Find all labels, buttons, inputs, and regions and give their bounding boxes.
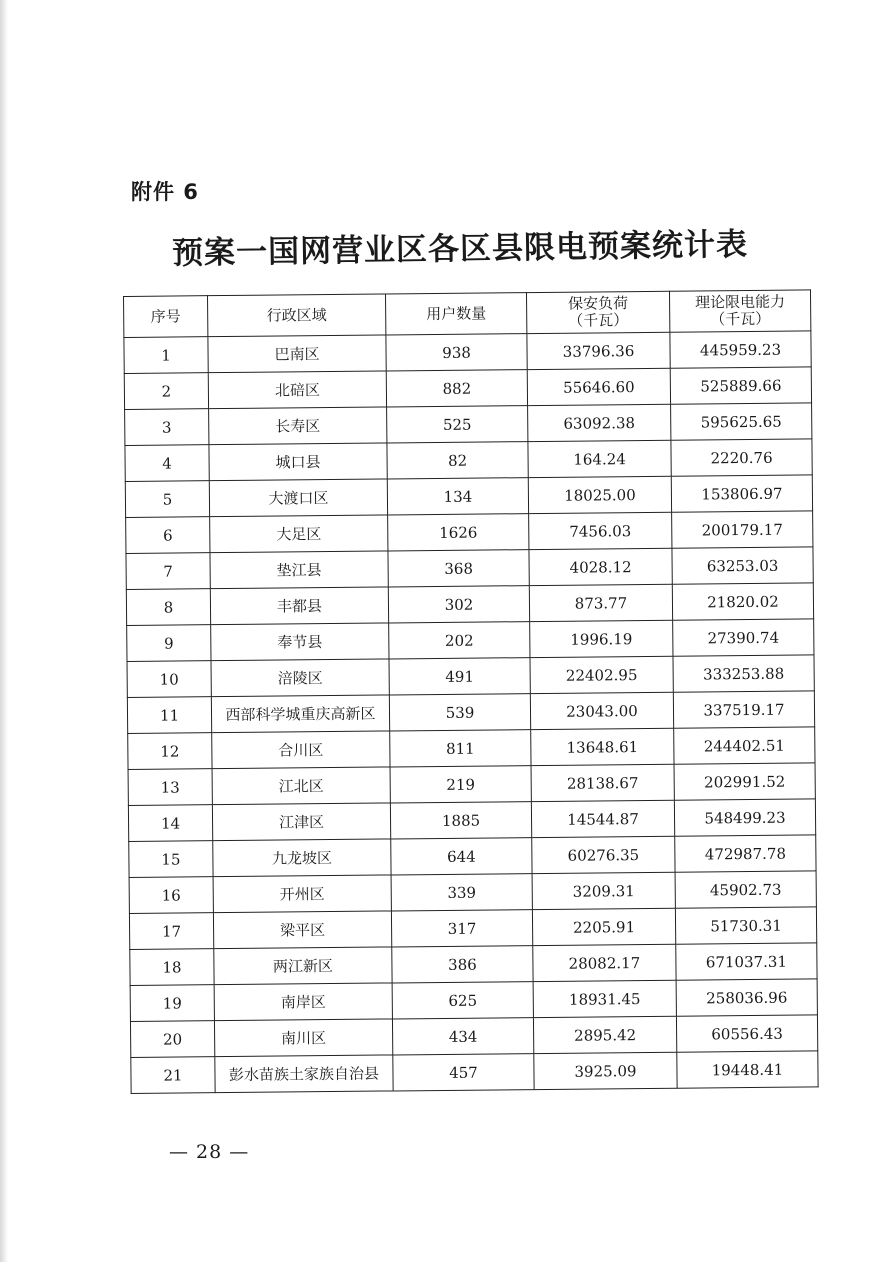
cell-security-load: 1996.19 — [530, 620, 673, 657]
cell-limit-capacity: 51730.31 — [675, 907, 816, 944]
cell-region: 西部科学城重庆高新区 — [211, 695, 389, 733]
cell-limit-capacity: 60556.43 — [676, 1015, 817, 1052]
cell-limit-capacity: 202991.52 — [674, 763, 815, 800]
cell-limit-capacity: 45902.73 — [675, 871, 816, 908]
cell-security-load: 4028.12 — [529, 548, 672, 585]
cell-index: 11 — [127, 697, 211, 734]
cell-index: 15 — [129, 841, 213, 878]
header-limit-capacity: 理论限电能力 （千瓦） — [669, 290, 810, 332]
cell-index: 14 — [128, 805, 212, 842]
cell-index: 9 — [127, 625, 211, 662]
cell-index: 13 — [128, 769, 212, 806]
cell-region: 合川区 — [212, 731, 390, 769]
header-region: 行政区域 — [208, 294, 386, 337]
cell-region: 北碚区 — [208, 371, 386, 409]
cell-user-count: 625 — [392, 982, 533, 1019]
cell-user-count: 644 — [391, 838, 532, 875]
cell-limit-capacity: 200179.17 — [672, 511, 813, 548]
cell-index: 16 — [129, 877, 213, 914]
cell-limit-capacity: 525889.66 — [670, 367, 811, 404]
cell-region: 垫江县 — [210, 551, 388, 589]
cell-user-count: 339 — [391, 874, 532, 911]
cell-region: 开州区 — [213, 875, 391, 913]
cell-user-count: 457 — [393, 1054, 534, 1091]
cell-limit-capacity: 333253.88 — [673, 655, 814, 692]
header-user-count: 用户数量 — [385, 293, 526, 335]
cell-security-load: 18931.45 — [533, 980, 676, 1017]
cell-index: 20 — [130, 1021, 214, 1058]
cell-security-load: 22402.95 — [530, 656, 673, 693]
cell-limit-capacity: 21820.02 — [672, 583, 813, 620]
cell-index: 12 — [128, 733, 212, 770]
cell-region: 长寿区 — [209, 407, 387, 445]
cell-security-load: 28082.17 — [533, 944, 676, 981]
cell-security-load: 18025.00 — [528, 476, 671, 513]
cell-limit-capacity: 244402.51 — [674, 727, 815, 764]
cell-region: 涪陵区 — [211, 659, 389, 697]
cell-security-load: 13648.61 — [531, 728, 674, 765]
cell-index: 21 — [131, 1057, 215, 1094]
cell-index: 6 — [126, 517, 210, 554]
cell-user-count: 317 — [391, 910, 532, 947]
cell-region: 九龙坡区 — [213, 839, 391, 877]
cell-user-count: 882 — [386, 370, 527, 407]
cell-security-load: 164.24 — [528, 440, 671, 477]
cell-index: 19 — [130, 985, 214, 1022]
cell-region: 城口县 — [209, 443, 387, 481]
cell-limit-capacity: 19448.41 — [677, 1051, 818, 1088]
attachment-label: 附件 6 — [131, 180, 199, 204]
cell-security-load: 23043.00 — [530, 692, 673, 729]
cell-user-count: 368 — [388, 550, 529, 587]
cell-index: 1 — [124, 337, 208, 374]
statistics-table-container — [123, 289, 819, 1094]
cell-user-count: 219 — [390, 766, 531, 803]
cell-user-count: 491 — [389, 658, 530, 695]
cell-user-count: 1885 — [390, 802, 531, 839]
cell-region: 大足区 — [210, 515, 388, 553]
cell-index: 5 — [125, 481, 209, 518]
cell-index: 8 — [126, 589, 210, 626]
cell-index: 18 — [130, 949, 214, 986]
cell-user-count: 134 — [387, 478, 528, 515]
cell-user-count: 811 — [390, 730, 531, 767]
cell-region: 巴南区 — [208, 335, 386, 373]
cell-security-load: 7456.03 — [529, 512, 672, 549]
cell-region: 南岸区 — [214, 983, 392, 1021]
cell-limit-capacity: 2220.76 — [671, 439, 812, 476]
header-index: 序号 — [124, 296, 208, 338]
cell-limit-capacity: 671037.31 — [676, 943, 817, 980]
cell-user-count: 386 — [392, 946, 533, 983]
cell-security-load: 60276.35 — [532, 836, 675, 873]
cell-index: 2 — [124, 373, 208, 410]
header-security-load: 保安负荷 （千瓦） — [526, 291, 669, 333]
cell-region: 江北区 — [212, 767, 390, 805]
cell-region: 两江新区 — [214, 947, 392, 985]
cell-limit-capacity: 153806.97 — [671, 475, 812, 512]
cell-security-load: 55646.60 — [527, 368, 670, 405]
cell-region: 江津区 — [212, 803, 390, 841]
cell-index: 4 — [125, 445, 209, 482]
scan-edge — [0, 0, 8, 1262]
cell-user-count: 539 — [389, 694, 530, 731]
cell-region: 奉节县 — [211, 623, 389, 661]
cell-limit-capacity: 27390.74 — [673, 619, 814, 656]
cell-region: 南川区 — [214, 1019, 392, 1057]
cell-security-load: 28138.67 — [531, 764, 674, 801]
cell-security-load: 2895.42 — [533, 1016, 676, 1053]
cell-region: 梁平区 — [213, 911, 391, 949]
cell-index: 10 — [127, 661, 211, 698]
table-header-row — [124, 290, 811, 338]
cell-limit-capacity: 445959.23 — [670, 331, 811, 368]
cell-security-load: 3925.09 — [534, 1052, 677, 1089]
cell-index: 17 — [129, 913, 213, 950]
cell-user-count: 938 — [386, 334, 527, 371]
cell-user-count: 434 — [392, 1018, 533, 1055]
cell-security-load: 3209.31 — [532, 872, 675, 909]
cell-index: 3 — [125, 409, 209, 446]
cell-user-count: 302 — [388, 586, 529, 623]
cell-security-load: 63092.38 — [528, 404, 671, 441]
cell-user-count: 1626 — [388, 514, 529, 551]
cell-security-load: 14544.87 — [531, 800, 674, 837]
table-body — [124, 331, 818, 1094]
cell-user-count: 82 — [387, 442, 528, 479]
cell-user-count: 202 — [389, 622, 530, 659]
cell-security-load: 873.77 — [529, 584, 672, 621]
cell-limit-capacity: 595625.65 — [671, 403, 812, 440]
cell-limit-capacity: 472987.78 — [675, 835, 816, 872]
cell-index: 7 — [126, 553, 210, 590]
cell-limit-capacity: 548499.23 — [674, 799, 815, 836]
document-title: 预案一国网营业区各区县限电预案统计表 — [171, 226, 749, 272]
cell-user-count: 525 — [387, 406, 528, 443]
table-row — [131, 1051, 818, 1094]
cell-limit-capacity: 337519.17 — [673, 691, 814, 728]
cell-limit-capacity: 63253.03 — [672, 547, 813, 584]
cell-security-load: 33796.36 — [527, 332, 670, 369]
cell-security-load: 2205.91 — [532, 908, 675, 945]
cell-region: 大渡口区 — [209, 479, 387, 517]
cell-region: 丰都县 — [210, 587, 388, 625]
cell-region: 彭水苗族土家族自治县 — [215, 1055, 393, 1093]
cell-limit-capacity: 258036.96 — [676, 979, 817, 1016]
statistics-table — [123, 289, 819, 1094]
page-number: — 28 — — [169, 1141, 250, 1163]
